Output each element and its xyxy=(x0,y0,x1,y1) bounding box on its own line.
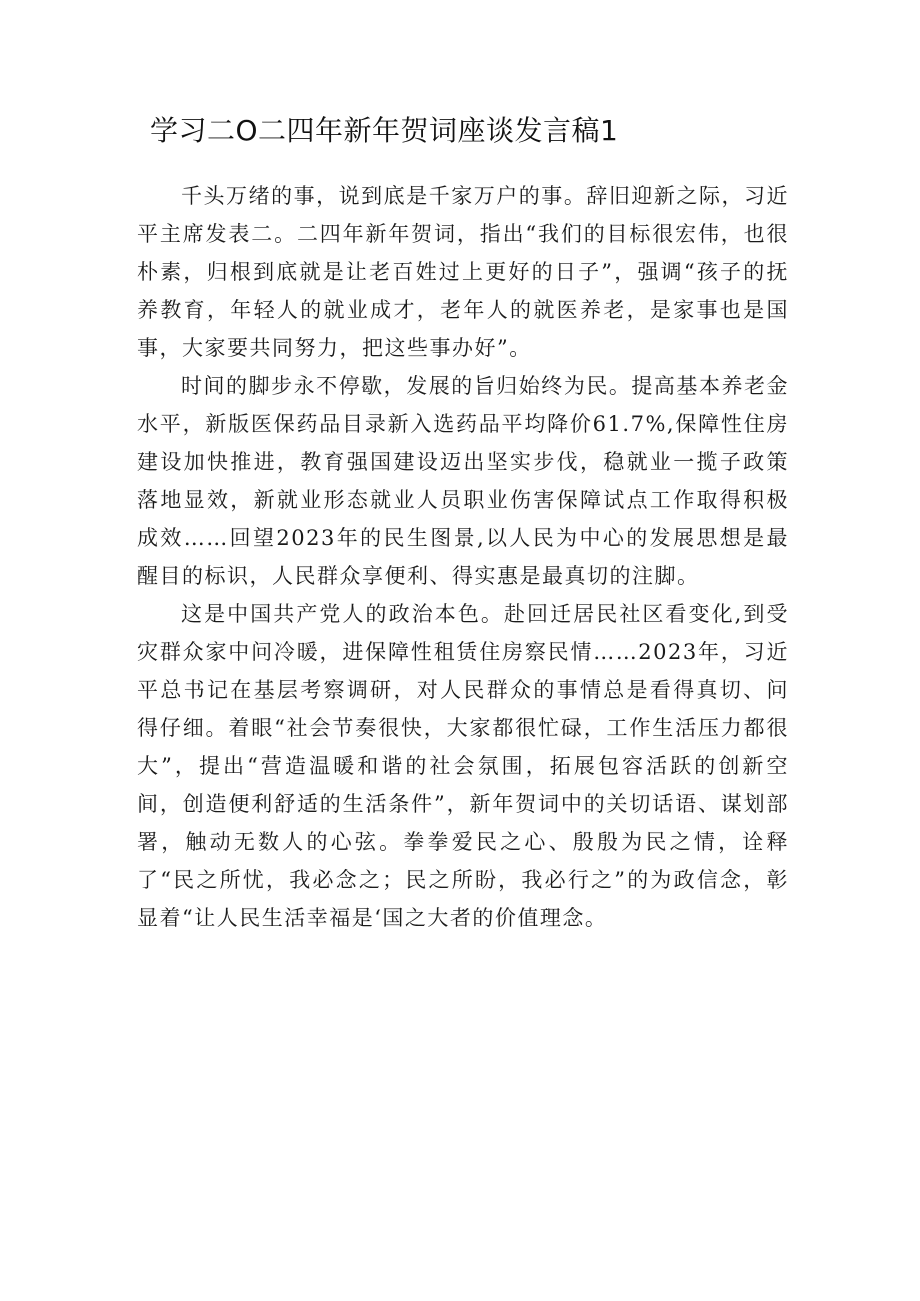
paragraph-3: 这是中国共产党人的政治本色。赴回迁居民社区看变化,到受灾群众家中问冷暖，进保障性租赁住房察民情……2023年，习近平总书记在基层考察调研，对人民群众的事情总是看得真切、问得仔细。着眼“社会节奏很快，大家都很忙碌，工作生活压力都很大”，提出“营造温暖和谐的社会氛围，拓展包容活跃的创新空间，创造便利舒适的生活条件”，新年贺词中的关切话语、谋划部署，触动无数人的心弦。拳拳爱民之心、殷殷为民之情，诠释了“民之所忧，我必念之；民之所盼，我必行之”的为政信念，彰显着“让人民生活幸福是‘国之大者的价值理念。 xyxy=(137,602,789,930)
document-title: 学习二O二四年新年贺词座谈发言稿1 xyxy=(150,114,619,147)
paragraph-1: 千头万绪的事，说到底是千家万户的事。辞旧迎新之际，习近平主席发表二。二四年新年贺词，指出“我们的目标很宏伟，也很朴素，归根到底就是让老百姓过上更好的日子”，强调“孩子的抚养教育，年轻人的就业成才，老年人的就医养老，是家事也是国事，大家要共同努力，把这些事办好”。 xyxy=(137,184,789,360)
document-body xyxy=(137,177,789,937)
paragraph-2: 时间的脚步永不停歇，发展的旨归始终为民。提高基本养老金水平，新版医保药品目录新入选药品平均降价61.7%,保障性住房建设加快推进，教育强国建设迈出坚实步伐，稳就业一揽子政策落地显效，新就业形态就业人员职业伤害保障试点工作取得积极成效……回望2023年的民生图景,以人民为中心的发展思想是最醒目的标识，人民群众享便利、得实惠是最真切的注脚。 xyxy=(137,374,789,588)
